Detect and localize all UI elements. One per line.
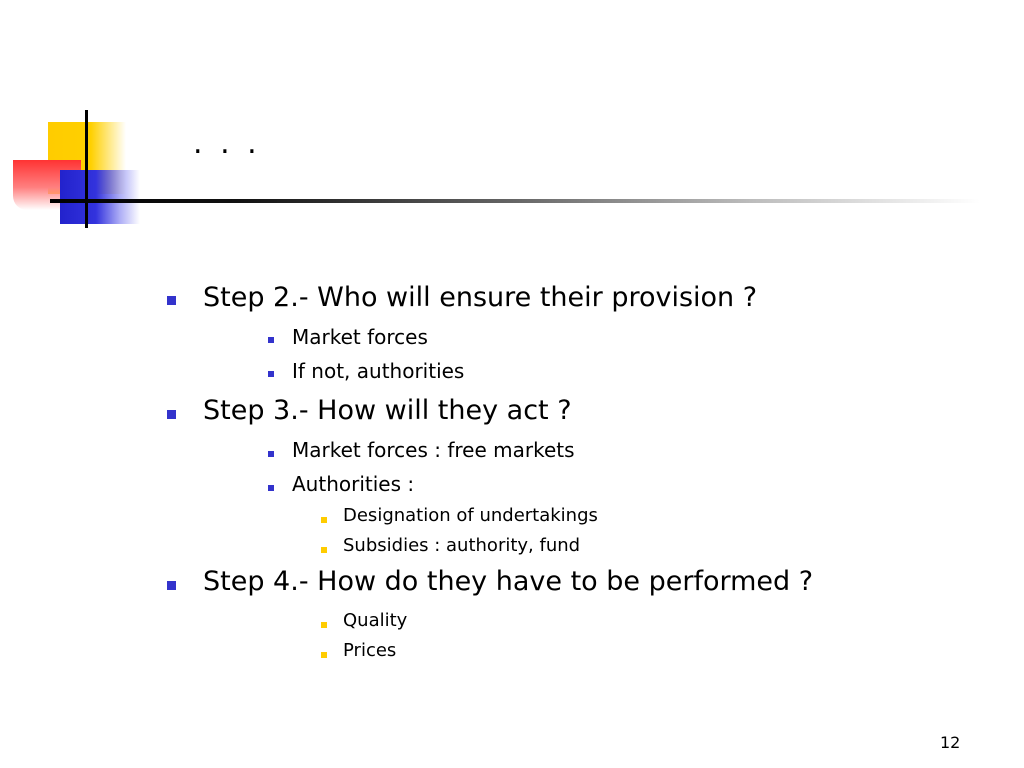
bullet-step-2: Step 2.- Who will ensure their provision ? xyxy=(203,282,758,313)
bullet-square-icon xyxy=(167,410,176,419)
sub-sub-bullet-subsidies: Subsidies : authority, fund xyxy=(343,535,581,556)
bullet-square-icon xyxy=(268,451,274,457)
logo-vertical-line xyxy=(85,110,88,228)
title-underline xyxy=(50,199,980,203)
sub-bullet-market-forces: Market forces xyxy=(292,325,428,349)
bullet-square-icon xyxy=(167,581,176,590)
bullet-square-icon xyxy=(268,337,274,343)
bullet-step-4: Step 4.- How do they have to be performed ? xyxy=(203,566,814,597)
sub-bullet-authorities: If not, authorities xyxy=(292,359,465,383)
bullet-square-icon xyxy=(321,517,327,523)
sub-bullet-authorities-colon: Authorities : xyxy=(292,472,415,496)
bullet-step-3: Step 3.- How will they act ? xyxy=(203,395,572,426)
sub-sub-bullet-quality: Quality xyxy=(343,610,408,631)
logo-blue-square xyxy=(60,170,140,224)
page-number: 12 xyxy=(940,733,961,752)
slide-title: . . . xyxy=(193,126,261,161)
sub-bullet-free-markets: Market forces : free markets xyxy=(292,438,575,462)
bullet-square-icon xyxy=(321,652,327,658)
bullet-square-icon xyxy=(268,485,274,491)
bullet-square-icon xyxy=(167,296,176,305)
slide-logo-decoration xyxy=(0,0,150,240)
bullet-square-icon xyxy=(321,547,327,553)
bullet-square-icon xyxy=(321,622,327,628)
sub-sub-bullet-prices: Prices xyxy=(343,640,397,661)
bullet-square-icon xyxy=(268,371,274,377)
sub-sub-bullet-designation: Designation of undertakings xyxy=(343,505,598,526)
